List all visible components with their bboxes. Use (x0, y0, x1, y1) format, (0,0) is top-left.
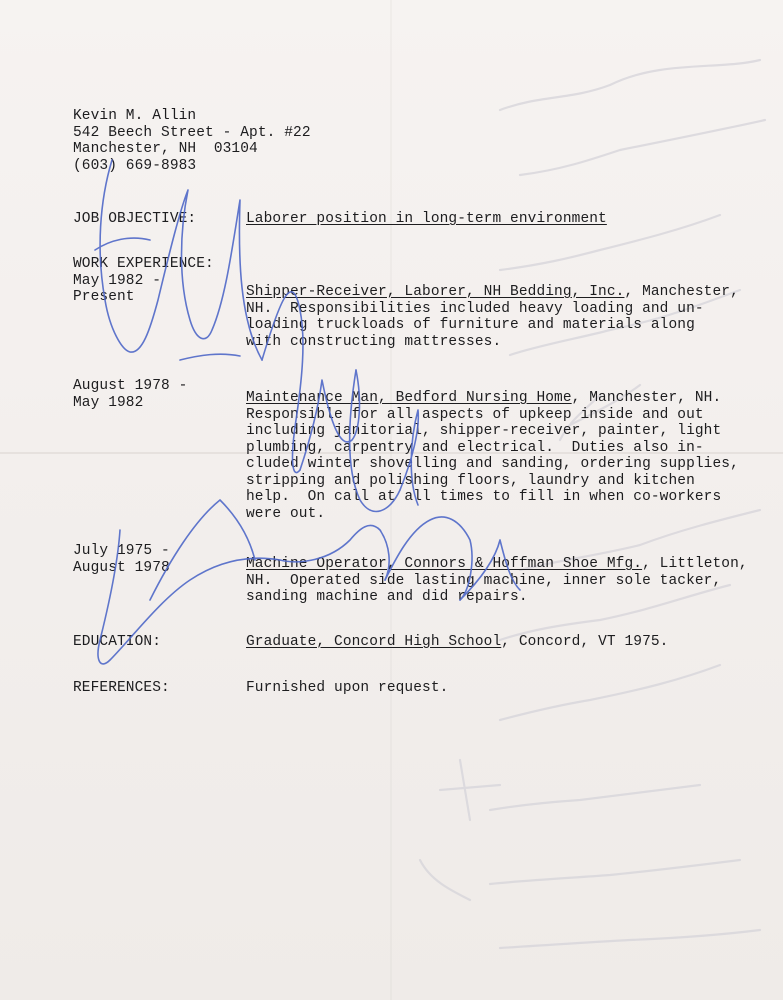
phone-number: (603) 669-8983 (73, 157, 197, 174)
job-employer-location: , Littleton, (642, 556, 748, 572)
job-dates-end: Present (73, 289, 135, 305)
education-details: , Concord, VT 1975. (501, 634, 669, 650)
education-school: Graduate, Concord High School (246, 634, 502, 650)
job-dates-start: July 1975 - (73, 543, 170, 559)
job-dates-end: August 1978 (73, 559, 170, 576)
job-dates-start: May 1982 - (73, 272, 162, 289)
job-description-line: Responsible for all aspects of upkeep inside and out (246, 406, 704, 423)
references-text: Furnished upon request. (246, 680, 449, 696)
job-objective-text: Laborer position in long-term environment (246, 211, 607, 227)
job-employer-location: , Manchester, NH. (571, 390, 722, 406)
job-description-line: with constructing mattresses. (246, 333, 502, 350)
job-description-line: plumbing, carpentry and electrical. Duties also in- (246, 439, 704, 456)
street-address: 542 Beech Street - Apt. #22 (73, 124, 311, 141)
job-title-line (246, 556, 748, 573)
job-title-line (246, 390, 721, 407)
job-employer: Shipper-Receiver, Laborer, NH Bedding, Inc. (246, 284, 625, 300)
job-description-line: loading truckloads of furniture and materials along (246, 317, 695, 333)
job-dates-start: August 1978 - (73, 378, 188, 394)
education-label: EDUCATION: (73, 634, 162, 650)
job-employer: Machine Operator, Connors & Hoffman Shoe Mfg. (246, 556, 643, 572)
job-description-line: sanding machine and did repairs. (246, 589, 528, 605)
job-description-line: were out. (246, 505, 326, 522)
work-experience-label: WORK EXPERIENCE: (73, 256, 214, 272)
job-description-line: NH. Responsibilities included heavy loading and un- (246, 300, 704, 317)
job-description-line: stripping and polishing floors, laundry and kitchen (246, 472, 695, 489)
job-description-line: help. On call at all times to fill in when co-workers (246, 489, 722, 505)
job-objective-label: JOB OBJECTIVE: (73, 211, 197, 227)
job-title-line (246, 284, 739, 301)
job-employer: Maintenance Man, Bedford Nursing Home (246, 390, 572, 406)
references-label: REFERENCES: (73, 680, 170, 696)
job-description-line: NH. Operated side lasting machine, inner sole tacker, (246, 572, 722, 589)
applicant-name: Kevin M. Allin (73, 108, 197, 124)
job-description-line: including janitorial, shipper-receiver, painter, light (246, 423, 722, 439)
job-description-line: cluded winter shovelling and sanding, ordering supplies, (246, 456, 739, 472)
job-employer-location: , Manchester, (624, 284, 739, 300)
education-line (246, 634, 668, 651)
city-state-zip: Manchester, NH 03104 (73, 141, 258, 157)
job-dates-end: May 1982 (73, 394, 144, 411)
